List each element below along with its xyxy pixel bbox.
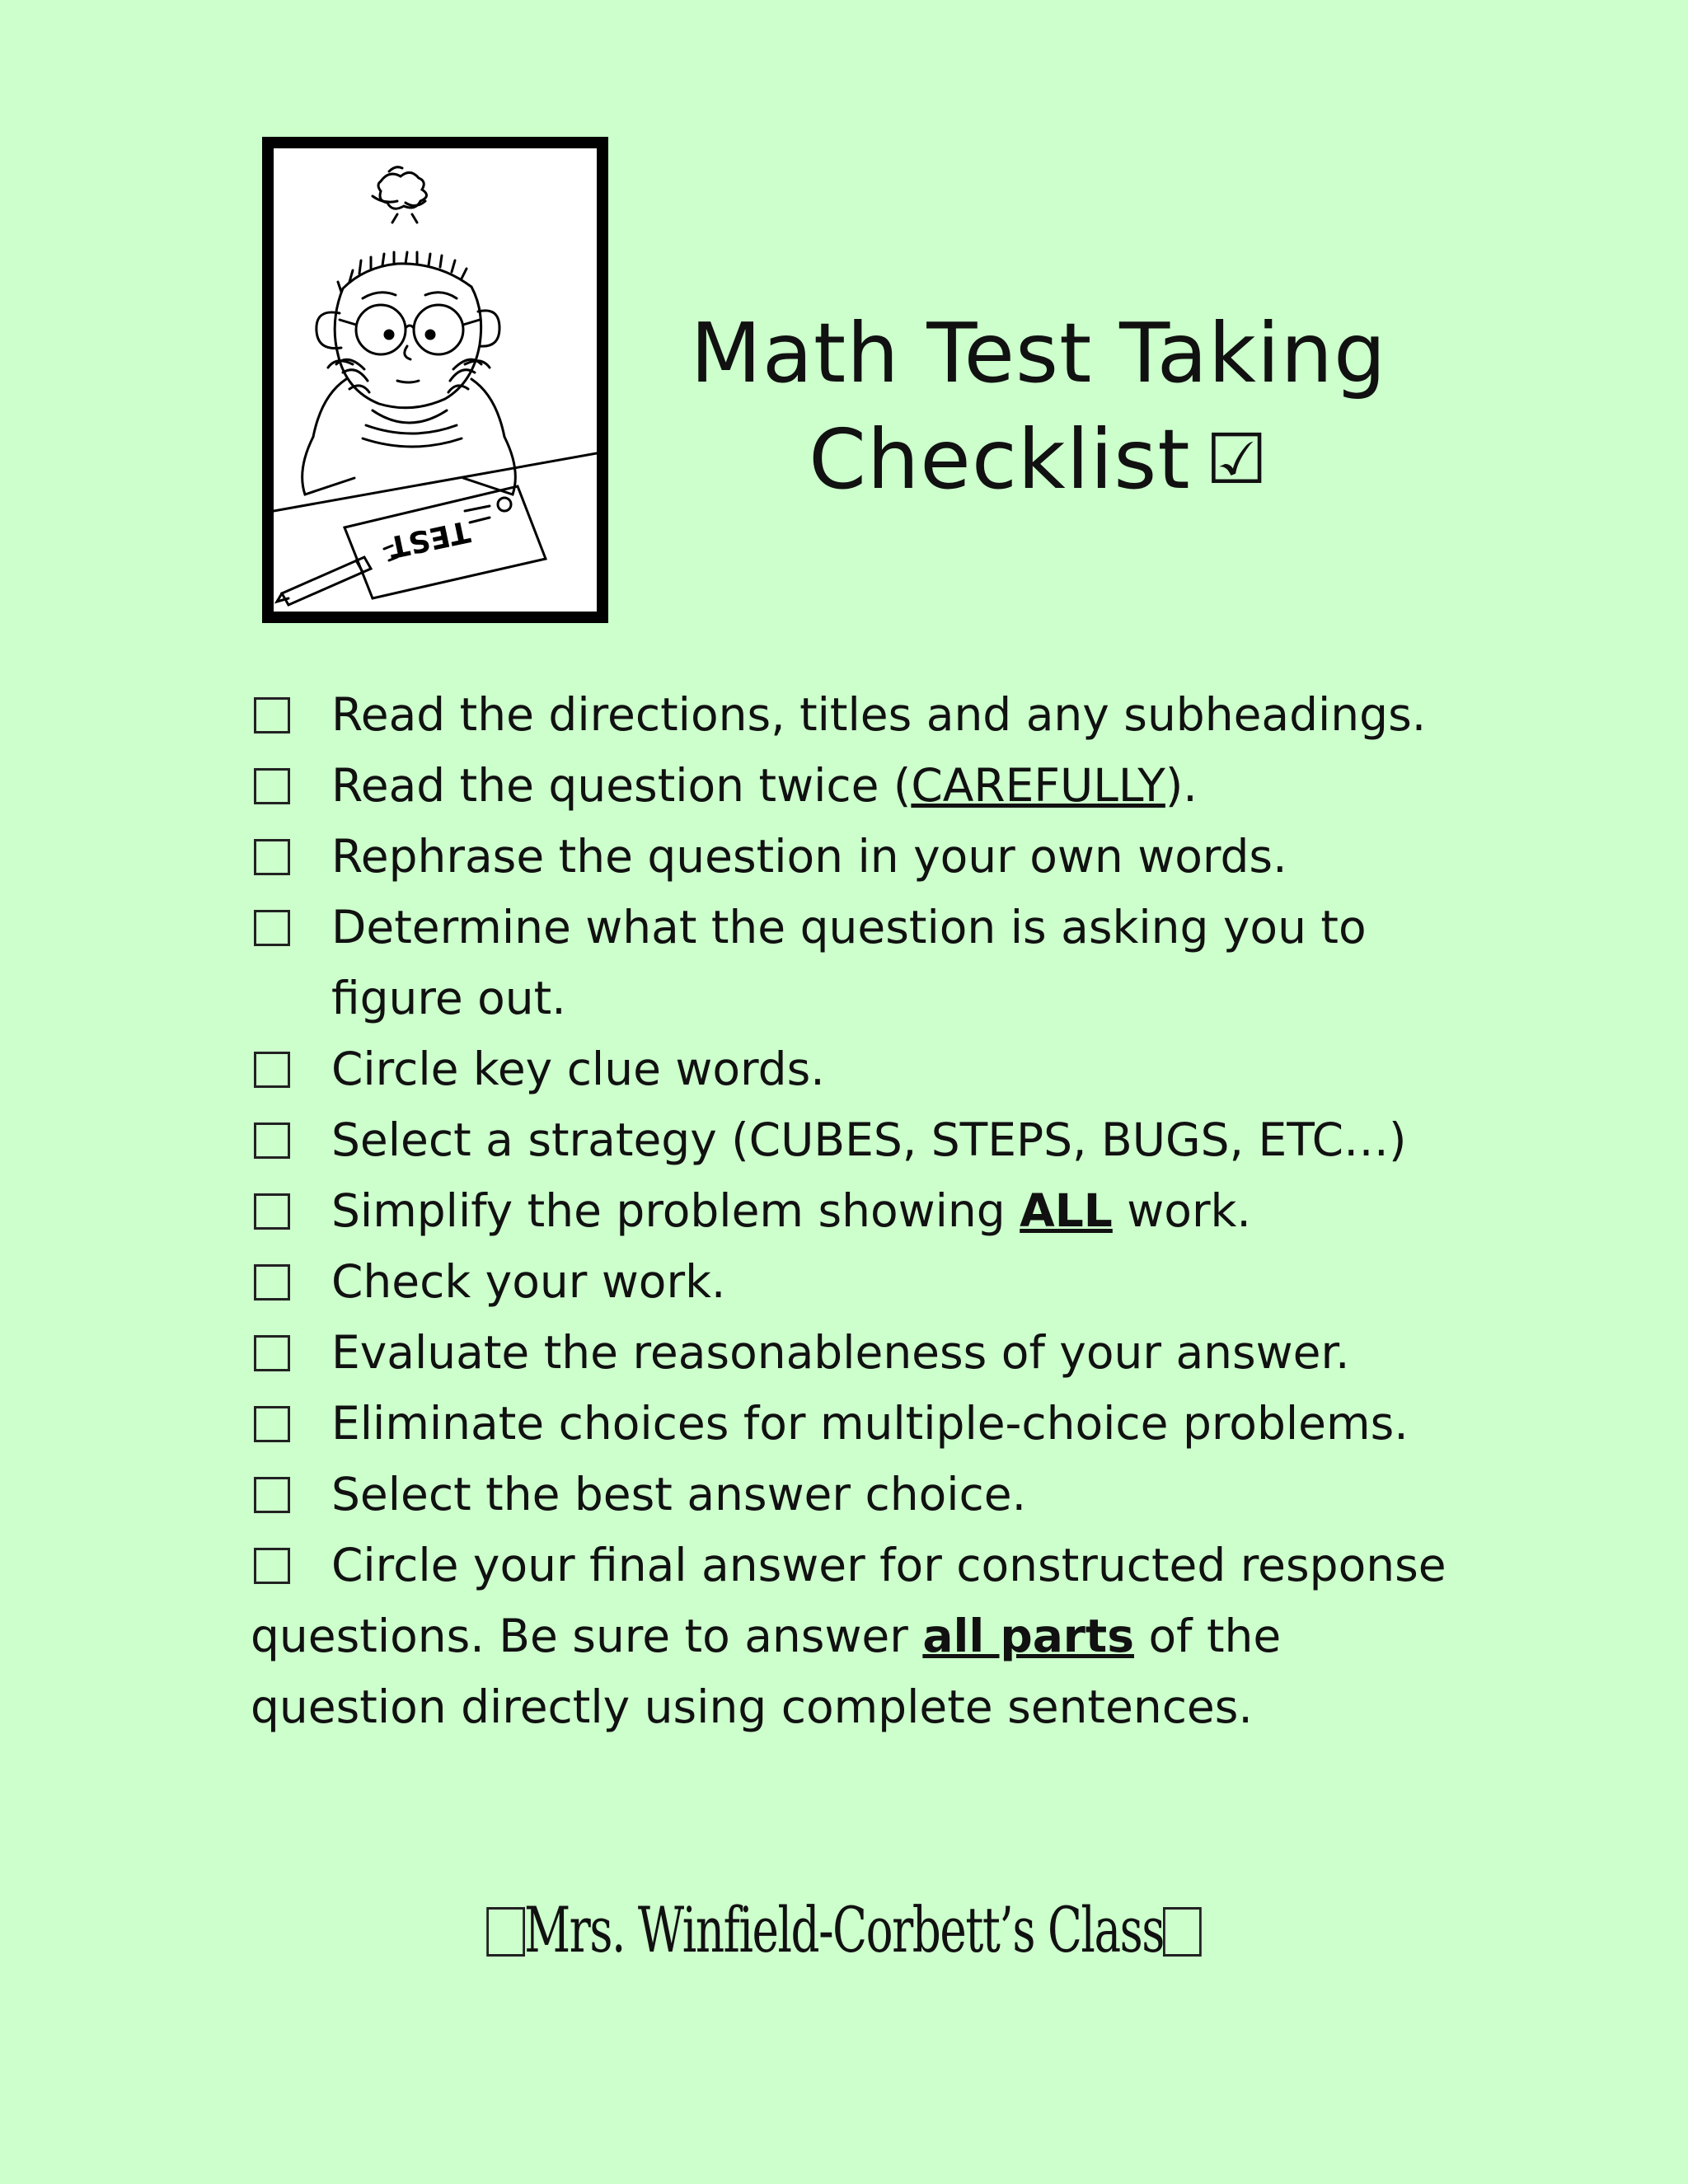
checklist-item-text: Rephrase the question in your own words. [331,830,1287,883]
title-line-2 [651,406,1426,513]
checklist-item-text: Read the directions, titles and any subheadings. [331,688,1427,741]
checklist-item-text: Evaluate the reasonableness of your answer. [331,1326,1350,1379]
emphasis-text: CAREFULLY [911,759,1165,812]
checkbox[interactable] [254,768,290,804]
checklist-item-text: Select a strategy (CUBES, STEPS, BUGS, ETC…) [331,1113,1407,1166]
checkbox[interactable] [254,1122,290,1159]
checkbox[interactable] [254,1335,290,1371]
student-clipart [262,137,608,623]
checklist-item [251,1530,1462,1742]
test-paper-label: TEST [385,513,473,565]
student-at-test-illustration [274,148,597,612]
checklist-item-text: of the question directly using complete sentences. [251,1610,1282,1733]
checklist-item [251,892,1462,1033]
checklist-item [251,1317,1462,1388]
checklist-item-text: Determine what the question is asking you to figure out. [331,901,1367,1024]
checklist-item-text: Circle your final answer for constructed response questions. Be sure to answer [251,1539,1447,1662]
checked-box-icon: ☑ [1205,419,1268,499]
emphasis-text: all parts [922,1610,1134,1662]
page-title [651,301,1426,513]
checklist-item [251,821,1462,892]
checkbox[interactable] [254,1052,290,1088]
emphasis-text: ALL [1020,1184,1113,1237]
checklist-item [251,1388,1462,1459]
checkbox[interactable] [254,839,290,875]
checklist-item [251,1459,1462,1530]
checkbox[interactable] [254,1477,290,1513]
checklist-item-text: Read the question twice ( [331,759,912,812]
checklist-item [251,750,1462,821]
box-icon [1163,1907,1202,1957]
checklist-item-text: Select the best answer choice. [331,1468,1027,1521]
checkbox[interactable] [254,1193,290,1230]
checklist-item-text: Circle key clue words. [331,1043,825,1095]
checklist-item-text: work. [1112,1184,1251,1237]
class-footer [237,1889,1452,1971]
checklist-item [251,1104,1462,1175]
checklist-item [251,1033,1462,1104]
checklist-item [251,1175,1462,1246]
checkbox[interactable] [254,1264,290,1301]
checklist-item [251,679,1462,750]
checkbox[interactable] [254,697,290,733]
title-line-1: Math Test Taking [690,305,1387,401]
checklist-item-text: Check your work. [331,1255,726,1308]
checklist [251,679,1462,1742]
checklist-item-text: Eliminate choices for multiple-choice problems. [331,1397,1409,1450]
box-icon [486,1907,525,1957]
checkbox[interactable] [254,910,290,946]
checklist-item [251,1246,1462,1317]
checklist-item-text: Simplify the problem showing [331,1184,1020,1237]
footer-text: Mrs. Winfield-Corbett’s Class [524,1893,1164,1966]
checklist-item-text: ). [1165,759,1198,812]
title-line-2-text: Checklist [809,411,1191,508]
checkbox[interactable] [254,1406,290,1442]
checkbox[interactable] [254,1548,290,1584]
